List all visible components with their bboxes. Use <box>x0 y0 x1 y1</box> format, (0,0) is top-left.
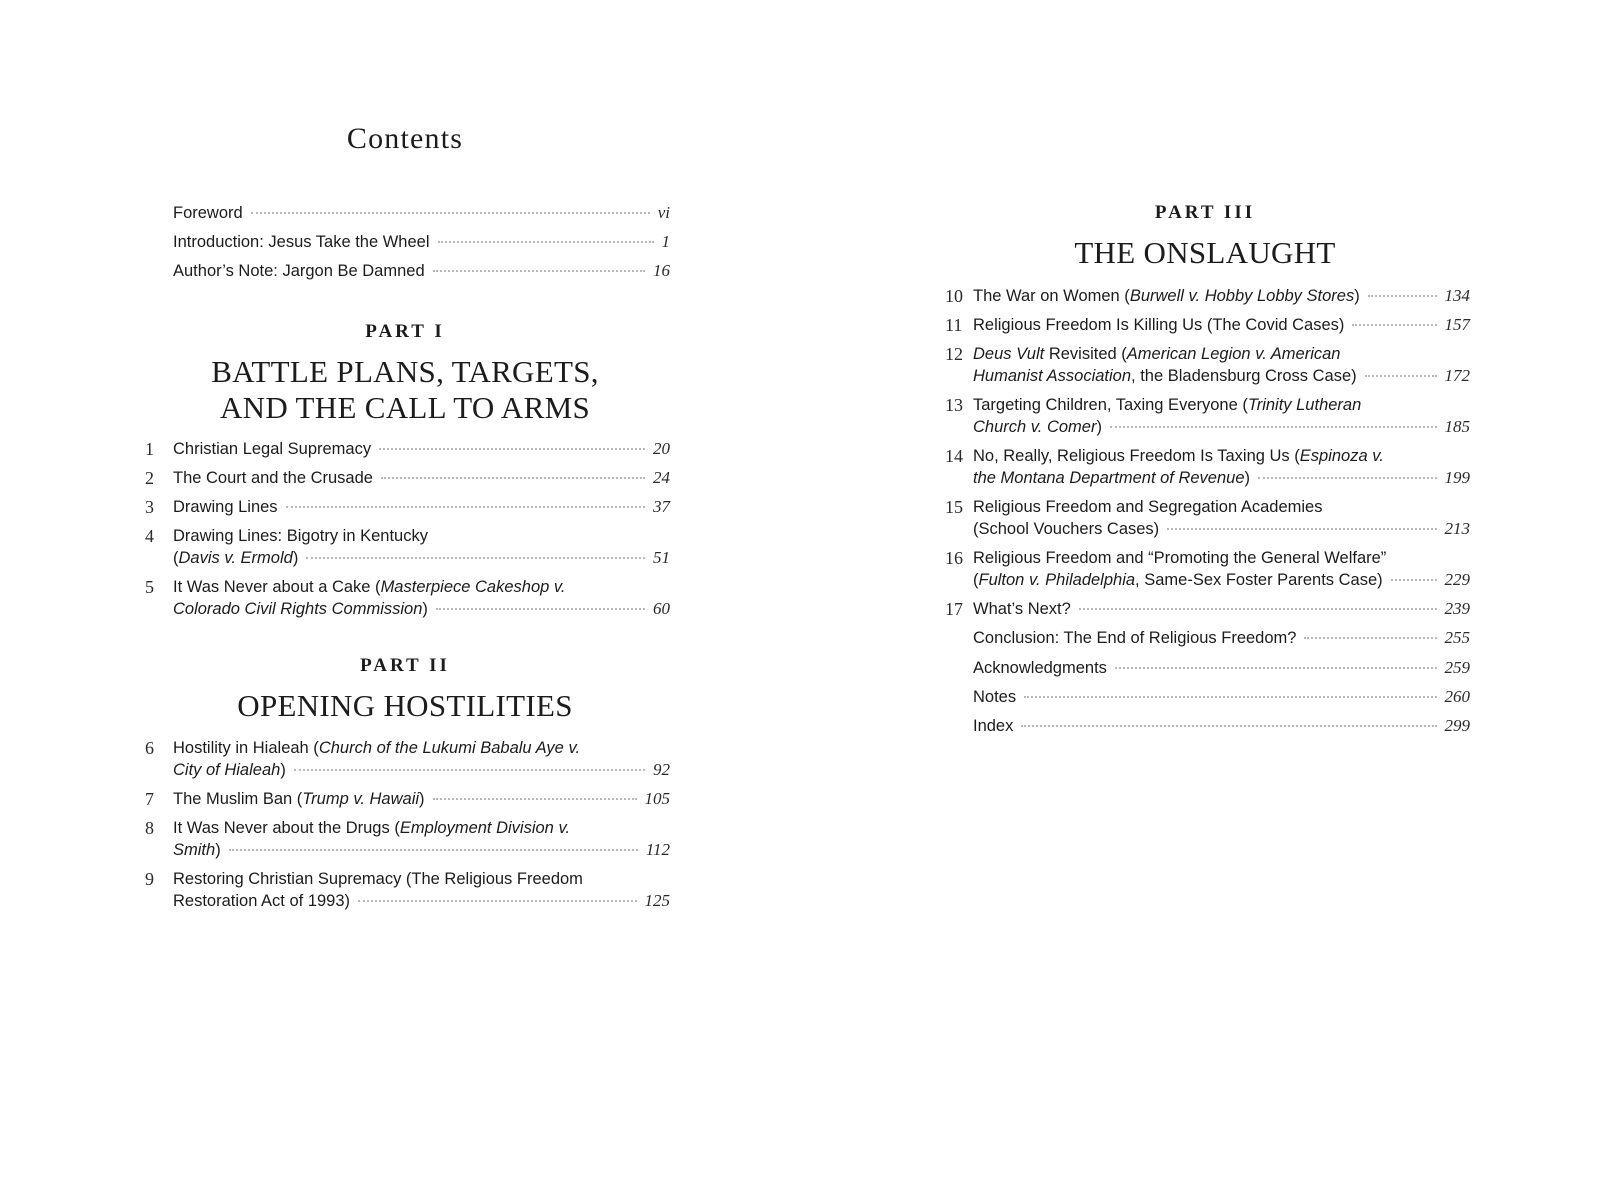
dot-leader <box>1391 579 1437 581</box>
chapter-number: 13 <box>945 395 963 415</box>
case-name: Trump v. Hawaii <box>302 790 420 808</box>
dot-leader <box>433 270 645 272</box>
case-name: City of Hialeah <box>173 761 281 779</box>
right-page <box>800 0 1600 1200</box>
chapter-number: 6 <box>145 738 154 758</box>
chapter-number: 3 <box>145 497 154 517</box>
title-text: Religious Freedom and “Promoting the General Welfare” <box>973 549 1387 567</box>
toc-entry <box>945 496 1470 540</box>
toc-entry-line <box>173 817 670 839</box>
chapter-number: 17 <box>945 599 963 619</box>
toc-entry-title <box>973 445 1384 467</box>
toc-entry <box>145 788 670 810</box>
toc-entry-line <box>973 343 1470 365</box>
toc-entry-title <box>173 231 430 253</box>
toc-entry-title <box>973 343 1340 365</box>
toc-entry-title <box>173 868 583 890</box>
dot-leader <box>1024 696 1436 698</box>
dot-leader <box>1258 477 1436 479</box>
part-title-line: AND THE CALL TO ARMS <box>219 390 590 425</box>
chapter-number: 15 <box>945 497 963 517</box>
toc-entry-line <box>173 788 670 810</box>
toc-entry-title <box>173 890 350 912</box>
case-name: Davis v. Ermold <box>178 549 293 567</box>
title-text: ( <box>173 549 179 567</box>
page-number: 229 <box>1444 570 1470 589</box>
toc-entry-title <box>173 788 425 810</box>
toc-entry-title <box>973 518 1159 540</box>
toc-entry <box>945 547 1470 591</box>
dot-leader <box>251 212 650 214</box>
dot-leader <box>436 608 645 610</box>
title-text: ) <box>419 790 425 808</box>
case-name: Humanist Association <box>973 367 1132 385</box>
contents-title: Contents <box>346 122 464 155</box>
toc-entry-title <box>173 202 243 224</box>
title-text: ) <box>280 761 286 779</box>
dot-leader <box>294 769 645 771</box>
toc-entry-line <box>173 839 670 861</box>
chapter-number: 2 <box>145 468 154 488</box>
page-number: 92 <box>653 760 670 779</box>
toc-entry-line <box>173 576 670 598</box>
toc-entry-title <box>173 525 428 547</box>
dot-leader <box>379 448 645 450</box>
toc-entry-line <box>173 231 670 253</box>
page-number: 51 <box>653 548 670 567</box>
title-text: What’s Next? <box>973 600 1071 618</box>
toc-entry <box>145 231 670 253</box>
title-text: ) <box>422 600 428 618</box>
toc-entry-title <box>973 715 1013 737</box>
title-text: Drawing Lines: Bigotry in Kentucky <box>173 527 428 545</box>
toc-entry-line <box>173 890 670 912</box>
dot-leader <box>1368 295 1437 297</box>
title-text: Restoring Christian Supremacy (The Religious Freedom <box>173 870 583 888</box>
title-text: Christian Legal Supremacy <box>173 440 372 458</box>
toc-entry-title <box>973 314 1344 336</box>
title-text: Hostility in Hialeah ( <box>173 739 319 757</box>
title-text: Conclusion: The End of Religious Freedom? <box>973 629 1297 647</box>
part-title <box>945 235 1465 271</box>
toc-entry <box>945 715 1470 737</box>
title-text: ) <box>1354 287 1360 305</box>
toc-entry-title <box>973 394 1361 416</box>
toc-entry <box>145 260 670 282</box>
dot-leader <box>1304 637 1436 639</box>
title-text: ) <box>215 841 221 859</box>
title-text: Introduction: Jesus Take the Wheel <box>173 233 430 251</box>
toc-entry-line <box>173 260 670 282</box>
toc-entry-line <box>173 547 670 569</box>
toc-entry-line <box>173 525 670 547</box>
toc-entry-title <box>173 576 566 598</box>
title-text: Notes <box>973 688 1017 706</box>
toc-entry-title <box>973 686 1016 708</box>
part-label: PART I <box>365 321 445 342</box>
case-name: Church of the Lukumi Babalu Aye v. <box>318 739 581 757</box>
toc-entry-line <box>173 202 670 224</box>
page-number: 172 <box>1444 366 1470 385</box>
dot-leader <box>438 241 654 243</box>
part-title-line: BATTLE PLANS, TARGETS, <box>211 354 599 389</box>
toc-entry <box>945 657 1470 679</box>
page-number: 199 <box>1444 468 1470 487</box>
toc-entry-title <box>973 285 1360 307</box>
case-name: American Legion v. American <box>1126 345 1341 363</box>
title-text: ) <box>1244 469 1251 487</box>
title-text: Acknowledgments <box>973 659 1107 677</box>
page-number: 239 <box>1444 599 1470 618</box>
title-text: It Was Never about a Cake ( <box>173 578 381 596</box>
toc-entry-line <box>173 467 670 489</box>
chapter-number: 9 <box>145 869 154 889</box>
toc-entry-line <box>973 467 1470 489</box>
toc-entry-title <box>973 598 1071 620</box>
toc-entry-title <box>973 416 1102 438</box>
toc-entry <box>145 576 670 620</box>
toc-entry-title <box>173 260 425 282</box>
page-number: 105 <box>644 789 670 808</box>
dot-leader <box>433 798 637 800</box>
toc-entry <box>145 868 670 912</box>
page-number: 16 <box>653 261 670 280</box>
chapter-number: 11 <box>945 315 963 335</box>
page-number: 299 <box>1444 716 1470 735</box>
toc-entry-title <box>173 839 221 861</box>
part-3-heading <box>945 201 1465 271</box>
case-name: Church v. Comer <box>973 418 1097 436</box>
title-text: ( <box>973 571 979 589</box>
title-text: The War on Women ( <box>973 287 1130 305</box>
toc-entry-title <box>173 598 428 620</box>
toc-entry-title <box>973 569 1383 591</box>
toc-entry <box>145 817 670 861</box>
page-number: 37 <box>653 497 670 516</box>
dot-leader <box>1352 324 1436 326</box>
toc-entry-title <box>973 467 1250 489</box>
case-name: Espinoza v. <box>1299 447 1384 465</box>
toc-entry-title <box>173 496 278 518</box>
toc-entry <box>145 202 670 224</box>
toc-entry <box>145 438 670 460</box>
page-number: 259 <box>1444 658 1470 677</box>
toc-entry-line <box>973 496 1470 518</box>
toc-entry-title <box>173 438 371 460</box>
toc-entry-line <box>173 496 670 518</box>
toc-entry <box>145 737 670 781</box>
back-matter-list <box>945 657 1470 744</box>
page-number: 112 <box>645 840 670 859</box>
toc-entry-line <box>973 627 1470 649</box>
case-name: Employment Division v. <box>399 819 571 837</box>
toc-entry-line <box>973 314 1470 336</box>
title-text: The Court and the Crusade <box>173 469 373 487</box>
part-title-line: THE ONSLAUGHT <box>1074 235 1336 270</box>
toc-entry <box>945 445 1470 489</box>
title-text: Foreword <box>173 204 243 222</box>
page-number: 260 <box>1444 687 1470 706</box>
title-text: Religious Freedom and Segregation Academies <box>973 498 1323 516</box>
toc-entry-line <box>973 365 1470 387</box>
page-number: 20 <box>653 439 670 458</box>
case-name: Burwell v. Hobby Lobby Stores <box>1129 287 1355 305</box>
toc-entry-line <box>173 737 670 759</box>
case-name: the Montana Department of Revenue <box>973 469 1245 487</box>
toc-entry <box>145 496 670 518</box>
page-number: 185 <box>1444 417 1470 436</box>
title-text: The Muslim Ban ( <box>173 790 303 808</box>
dot-leader <box>1115 667 1437 669</box>
toc-entry-line <box>973 569 1470 591</box>
toc-entry-title <box>973 496 1322 518</box>
toc-entry <box>945 598 1470 620</box>
toc-entry-title <box>973 627 1296 649</box>
page-number: 125 <box>644 891 670 910</box>
toc-entry-line <box>973 547 1470 569</box>
toc-entry <box>945 314 1470 336</box>
toc-entry-line <box>173 598 670 620</box>
toc-entry-title <box>173 737 580 759</box>
case-name: Trinity Lutheran <box>1247 396 1362 414</box>
part-2-chapter-list <box>145 737 670 919</box>
page-number: 255 <box>1444 628 1470 647</box>
toc-entry-line <box>973 518 1470 540</box>
title-text: (School Vouchers Cases) <box>973 520 1160 538</box>
title-text: Restoration Act of 1993) <box>173 892 351 910</box>
toc-entry <box>945 343 1470 387</box>
case-name: Deus Vult <box>973 345 1045 363</box>
toc-entry-line <box>973 598 1470 620</box>
part-2-heading <box>145 654 665 724</box>
dot-leader <box>381 477 645 479</box>
case-name: Smith <box>173 841 216 859</box>
page-number: 157 <box>1444 315 1470 334</box>
part-1-heading <box>145 320 665 426</box>
toc-entry-line <box>173 759 670 781</box>
title-text: No, Really, Religious Freedom Is Taxing Us ( <box>973 447 1300 465</box>
toc-entry-line <box>973 686 1470 708</box>
title-text: Religious Freedom Is Killing Us (The Covid Cases) <box>973 316 1345 334</box>
chapter-number: 12 <box>945 344 963 364</box>
dot-leader <box>358 900 636 902</box>
toc-entry <box>145 467 670 489</box>
title-text: Revisited ( <box>1044 345 1127 363</box>
chapter-number: 4 <box>145 526 154 546</box>
part-3-chapter-list <box>945 285 1470 656</box>
toc-entry <box>945 627 1470 649</box>
title-text: , the Bladensburg Cross Case) <box>1131 367 1357 385</box>
page-number: 24 <box>653 468 670 487</box>
dot-leader <box>1167 528 1436 530</box>
part-label: PART II <box>360 655 450 676</box>
dot-leader <box>286 506 645 508</box>
front-matter-list <box>145 202 670 289</box>
toc-entry-line <box>973 285 1470 307</box>
toc-entry <box>945 285 1470 307</box>
title-text: It Was Never about the Drugs ( <box>173 819 400 837</box>
dot-leader <box>1079 608 1437 610</box>
chapter-number: 10 <box>945 286 963 306</box>
title-text: Index <box>973 717 1014 735</box>
page-number: vi <box>657 203 670 222</box>
toc-entry-line <box>973 445 1470 467</box>
title-text: ) <box>1096 418 1102 436</box>
part-title <box>145 688 665 724</box>
toc-entry-line <box>973 657 1470 679</box>
chapter-number: 16 <box>945 548 963 568</box>
page-number: 60 <box>653 599 670 618</box>
page-number: 213 <box>1444 519 1470 538</box>
chapter-number: 7 <box>145 789 154 809</box>
toc-entry-line <box>973 715 1470 737</box>
toc-entry-title <box>973 657 1107 679</box>
case-name: Colorado Civil Rights Commission <box>173 600 423 618</box>
chapter-number: 8 <box>145 818 154 838</box>
case-name: Fulton v. Philadelphia <box>978 571 1136 589</box>
toc-entry <box>945 686 1470 708</box>
dot-leader <box>229 849 638 851</box>
toc-entry-title <box>173 817 570 839</box>
toc-entry-title <box>173 759 286 781</box>
part-1-chapter-list <box>145 438 670 627</box>
title-text: , Same-Sex Foster Parents Case) <box>1135 571 1383 589</box>
toc-entry-title <box>973 547 1386 569</box>
toc-entry-title <box>973 365 1357 387</box>
title-text: Author’s Note: Jargon Be Damned <box>173 262 425 280</box>
part-label: PART III <box>1154 202 1256 223</box>
toc-entry <box>945 394 1470 438</box>
dot-leader <box>1110 426 1437 428</box>
dot-leader <box>306 557 645 559</box>
chapter-number: 14 <box>945 446 963 466</box>
title-text: Targeting Children, Taxing Everyone ( <box>973 396 1248 414</box>
toc-entry-line <box>973 394 1470 416</box>
toc-entry-title <box>173 547 298 569</box>
toc-entry-title <box>173 467 373 489</box>
part-title-line: OPENING HOSTILITIES <box>237 688 573 723</box>
page-number: 134 <box>1444 286 1470 305</box>
toc-entry-line <box>973 416 1470 438</box>
toc-entry-line <box>173 438 670 460</box>
toc-entry <box>145 525 670 569</box>
part-title <box>145 354 665 426</box>
title-text: Drawing Lines <box>173 498 278 516</box>
dot-leader <box>1021 725 1436 727</box>
title-text: ) <box>292 549 299 567</box>
chapter-number: 1 <box>145 439 154 459</box>
dot-leader <box>1365 375 1437 377</box>
page-number: 1 <box>661 232 670 251</box>
case-name: Masterpiece Cakeshop v. <box>380 578 566 596</box>
chapter-number: 5 <box>145 577 154 597</box>
toc-entry-line <box>173 868 670 890</box>
